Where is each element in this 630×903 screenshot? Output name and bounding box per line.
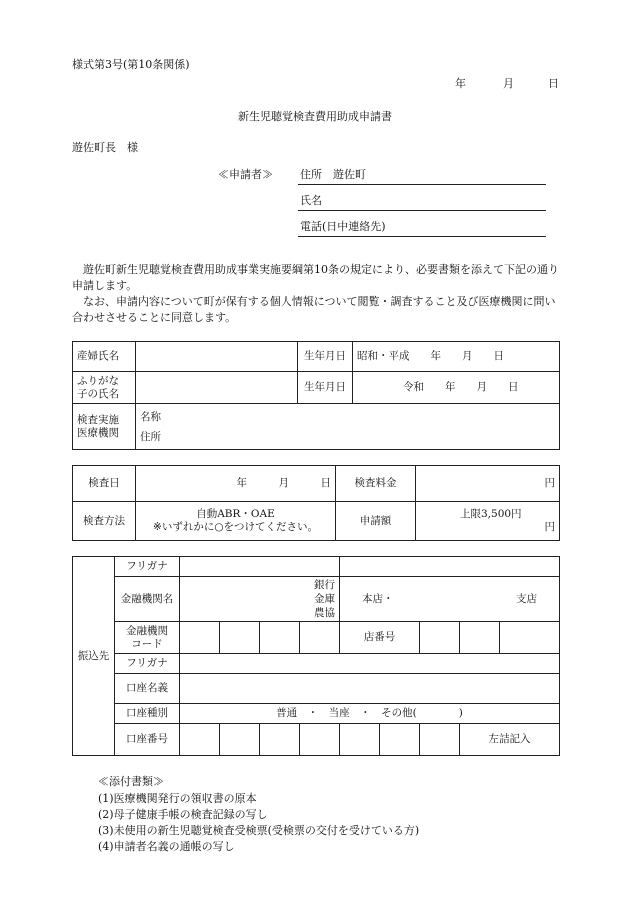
mother-name-label: 産婦氏名 <box>73 342 136 372</box>
bank-name-field[interactable] <box>180 577 340 622</box>
transfer-label: 振込先 <box>73 557 115 756</box>
branch-number-label: 店番号 <box>340 622 420 654</box>
amount-field[interactable] <box>416 502 560 541</box>
head-office-label: 本店・ <box>362 592 394 605</box>
account-number-digit-6[interactable] <box>380 724 420 756</box>
account-type-field[interactable]: 普通 ・ 当座 ・ その他( ) <box>180 704 560 724</box>
branch-name-field[interactable] <box>340 577 560 622</box>
bank-furigana-field[interactable] <box>180 557 340 577</box>
bank-type-nokyo: 農協 <box>314 607 335 619</box>
attachment-item: (3)未使用の新生児聴覚検査受検票(受検票の交付を受けている方) <box>98 824 420 837</box>
exam-method-label: 検査方法 <box>73 502 136 541</box>
child-birth-field[interactable]: 令和 年 月 日 <box>353 372 560 404</box>
exam-info-table <box>72 465 560 541</box>
bank-code-label-line1: 金融機関 <box>126 624 168 637</box>
account-number-digit-7[interactable] <box>420 724 460 756</box>
account-furigana-label: フリガナ <box>115 654 180 674</box>
attachment-item: (2)母子健康手帳の検査記録の写し <box>98 808 268 821</box>
bank-code-digit-3[interactable] <box>260 622 300 654</box>
application-statement: 遊佐町新生児聴覚検査費用助成事業実施要綱第10条の規定により、必要書類を添えて下記の通り申請します。 <box>72 263 559 292</box>
child-name-label <box>73 372 136 404</box>
exam-method-field[interactable] <box>136 502 336 541</box>
applicant-phone: 電話(日中連絡先) <box>300 220 386 233</box>
bank-type-kinko: 金庫 <box>314 593 335 605</box>
account-number-digit-3[interactable] <box>260 724 300 756</box>
facility-name-label: 名称 <box>140 410 161 423</box>
applicant-name: 氏名 <box>300 194 322 207</box>
branch-label: 支店 <box>516 592 537 605</box>
account-furigana-field[interactable] <box>180 654 560 674</box>
branch-furigana-field[interactable] <box>340 557 560 577</box>
applicant-label: ≪申請者≫ <box>218 168 273 181</box>
attachment-item: (4)申請者名義の通帳の写し <box>98 840 235 853</box>
facility-address-label: 住所 <box>140 430 161 443</box>
account-name-field[interactable] <box>180 674 560 704</box>
date-month-label: 月 <box>503 77 514 90</box>
child-birth-label: 生年月日 <box>298 372 353 404</box>
applicant-info-table <box>72 341 560 450</box>
name-underline <box>298 210 546 211</box>
bank-code-label-line2: コード <box>131 637 163 650</box>
mother-birth-label: 生年月日 <box>298 342 353 372</box>
bank-code-label <box>115 622 180 654</box>
exam-fee-field[interactable]: 円 <box>416 466 560 502</box>
account-number-digit-5[interactable] <box>340 724 380 756</box>
mother-name-field[interactable] <box>136 342 298 372</box>
facility-label <box>73 404 136 450</box>
amount-limit: 上限3,500円 <box>460 508 522 520</box>
date-year-label: 年 <box>455 77 466 90</box>
exam-fee-label: 検査料金 <box>336 466 416 502</box>
branch-number-digit-3[interactable] <box>500 622 560 654</box>
consent-statement: なお、申請内容について町が保有する個人情報について閲覧・調査すること及び医療機関に問い合わせさせることに同意します。 <box>72 295 556 324</box>
account-name-label: 口座名義 <box>115 674 180 704</box>
facility-field[interactable] <box>136 404 560 450</box>
attachment-item: (1)医療機関発行の領収書の原本 <box>98 792 257 805</box>
address-underline <box>298 184 546 185</box>
facility-label-line1: 検査実施 <box>77 413 119 426</box>
date-day-label: 日 <box>548 77 559 90</box>
bank-code-digit-2[interactable] <box>220 622 260 654</box>
exam-date-label: 検査日 <box>73 466 136 502</box>
bank-name-label: 金融機関名 <box>115 577 180 622</box>
bank-code-digit-4[interactable] <box>300 622 340 654</box>
bank-info-table <box>72 556 560 756</box>
account-number-digit-4[interactable] <box>300 724 340 756</box>
addressee: 遊佐町長 様 <box>72 141 138 154</box>
form-number: 様式第3号(第10条関係) <box>72 58 190 71</box>
amount-label: 申請額 <box>336 502 416 541</box>
branch-number-digit-2[interactable] <box>460 622 500 654</box>
bank-type-ginko: 銀行 <box>314 579 335 591</box>
mother-birth-field[interactable]: 昭和・平成 年 月 日 <box>353 342 560 372</box>
account-number-label: 口座番号 <box>115 724 180 756</box>
amount-unit: 円 <box>544 521 555 533</box>
applicant-address: 住所 遊佐町 <box>300 168 366 181</box>
account-number-digit-1[interactable] <box>180 724 220 756</box>
method-options: 自動ABR・OAE <box>196 508 275 520</box>
facility-label-line2: 医療機関 <box>77 426 119 439</box>
account-number-digit-2[interactable] <box>220 724 260 756</box>
phone-underline <box>298 236 546 237</box>
bank-code-digit-1[interactable] <box>180 622 220 654</box>
account-type-label: 口座種別 <box>115 704 180 724</box>
align-note: 左詰記入 <box>460 724 560 756</box>
branch-number-digit-1[interactable] <box>420 622 460 654</box>
attachments-title: ≪添付書類≫ <box>98 775 164 788</box>
bank-furigana-label: フリガナ <box>115 557 180 577</box>
child-name-field[interactable] <box>136 372 298 404</box>
child-name-text: 子の氏名 <box>77 387 119 400</box>
furigana-label: ふりがな <box>77 374 119 387</box>
method-note: ※いずれかに○をつけてください。 <box>153 521 318 533</box>
exam-date-field[interactable]: 年 月 日 <box>136 466 336 502</box>
document-title: 新生児聴覚検査費用助成申請書 <box>238 110 392 123</box>
